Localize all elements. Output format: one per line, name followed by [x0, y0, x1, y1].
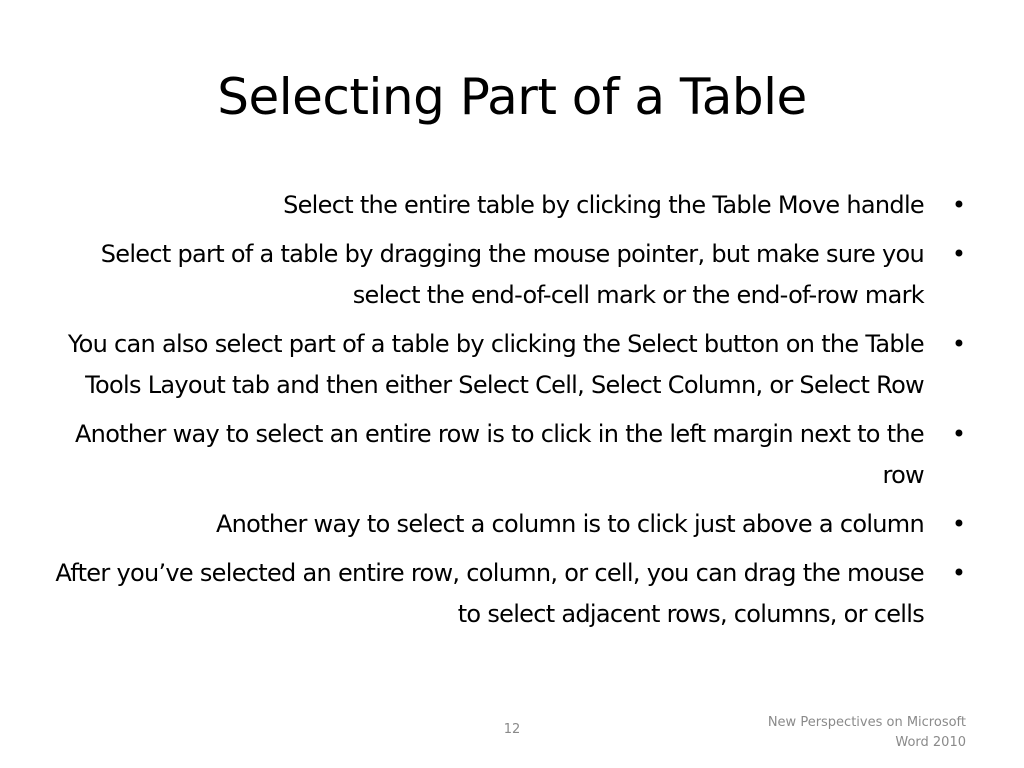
bullet-dot-icon: • [951, 510, 967, 538]
bullet-text: You can also select part of a table by clicking the Select button on the Table Tools Layout tab and then either Select Cell, Select Column, or Select Row [67, 330, 924, 399]
bullet-dot-icon: • [951, 191, 967, 219]
footer-source-line: New Perspectives on Microsoft [767, 715, 966, 730]
bullet-dot-icon: • [951, 559, 967, 587]
bullet-text: Select part of a table by dragging the mouse pointer, but make sure you select the end-of-cell mark or the end-of-row mark [100, 240, 924, 309]
bullet-dot-icon: • [951, 330, 967, 358]
bullet-item [40, 414, 970, 496]
bullet-text: Another way to select an entire row is to click in the left margin next to the row [74, 420, 924, 489]
bullet-text: Another way to select a column is to click just above a column [215, 510, 924, 538]
bullet-item [40, 185, 970, 226]
bullet-item [40, 234, 970, 316]
bullet-dot-icon: • [951, 240, 967, 268]
footer-source [706, 713, 966, 753]
bullet-dot-icon: • [951, 420, 967, 448]
bullet-text: After you’ve selected an entire row, column, or cell, you can drag the mouse to select adjacent rows, columns, or cells [55, 559, 924, 628]
bullet-item [40, 553, 970, 635]
page-number: 12 [503, 722, 521, 737]
bullet-item [40, 324, 970, 406]
footer-source-line: Word 2010 [895, 735, 966, 750]
bullet-list [40, 185, 970, 643]
bullet-text: Select the entire table by clicking the Table Move handle [283, 191, 924, 219]
slide-title: Selecting Part of a Table [217, 68, 807, 126]
bullet-item [40, 504, 970, 545]
